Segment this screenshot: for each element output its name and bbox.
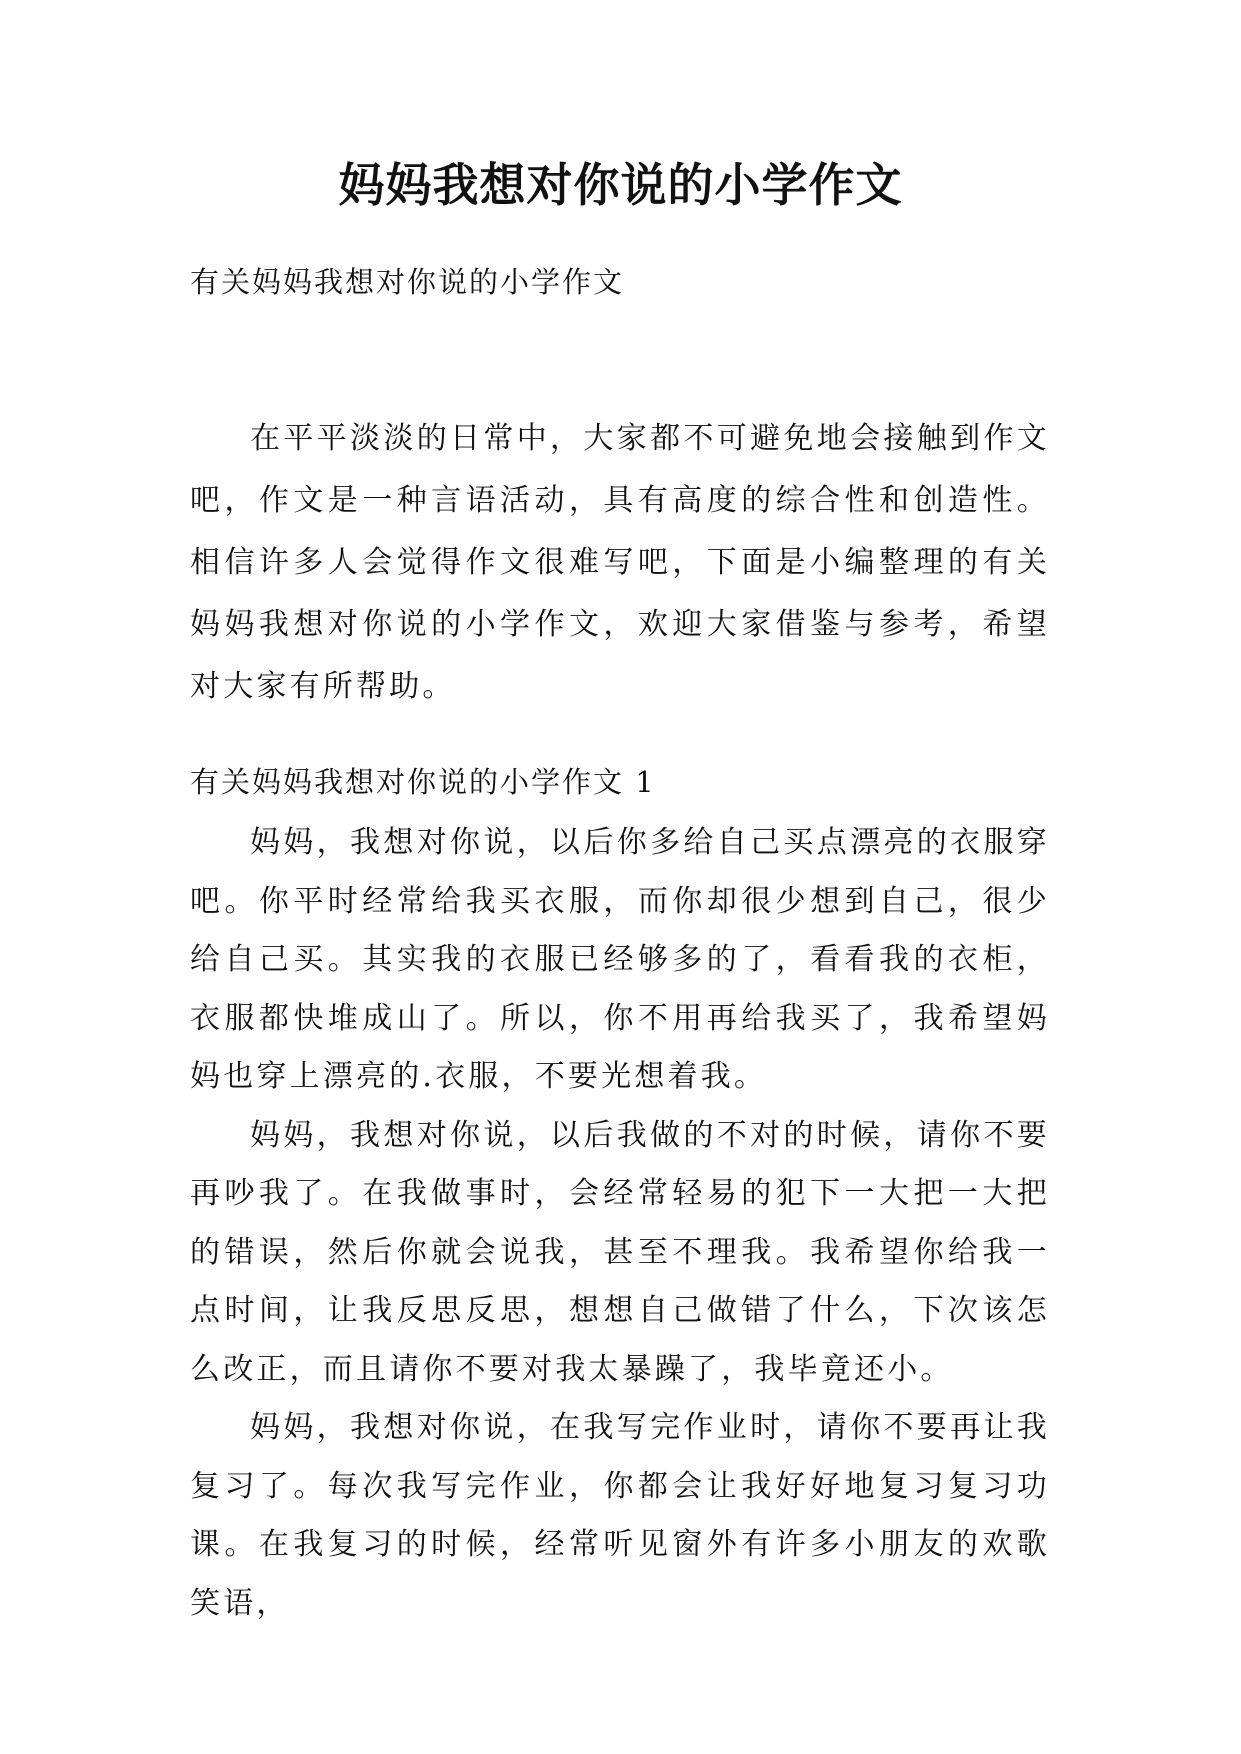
document-title: 妈妈我想对你说的小学作文: [338, 158, 903, 212]
intro-section: [190, 408, 1050, 718]
body-paragraph-1: 妈妈，我想对你说，以后你多给自己买点漂亮的衣服穿吧。你平时经常给我买衣服，而你却很少想到自己，很少给自己买。其实我的衣服已经够多的了，看看我的衣柜，衣服都快堆成山了。所以，你不用再给我买了，我希望妈妈也穿上漂亮的.衣服，不要光想着我。: [190, 825, 1050, 1094]
section-heading: 有关妈妈我想对你说的小学作文 1: [190, 765, 656, 799]
intro-paragraph: 在平平淡淡的日常中，大家都不可避免地会接触到作文吧，作文是一种言语活动，具有高度的综合性和创造性。相信许多人会觉得作文很难写吧，下面是小编整理的有关妈妈我想对你说的小学作文，欢迎大家借鉴与参考，希望对大家有所帮助。: [190, 421, 1050, 704]
document-subtitle: 有关妈妈我想对你说的小学作文: [190, 265, 625, 299]
essay-body: [190, 814, 1050, 1633]
body-paragraph-3: 妈妈，我想对你说，在我写完作业时，请你不要再让我复习了。每次我写完作业，你都会让我好好地复习复习功课。在我复习的时候，经常听见窗外有许多小朋友的欢歌笑语，: [190, 1410, 1050, 1621]
body-paragraph-2: 妈妈，我想对你说，以后我做的不对的时候，请你不要再吵我了。在我做事时，会经常轻易的犯下一大把一大把的错误，然后你就会说我，甚至不理我。我希望你给我一点时间，让我反思反思，想想自己做错了什么，下次该怎么改正，而且请你不要对我太暴躁了，我毕竟还小。: [190, 1117, 1050, 1387]
